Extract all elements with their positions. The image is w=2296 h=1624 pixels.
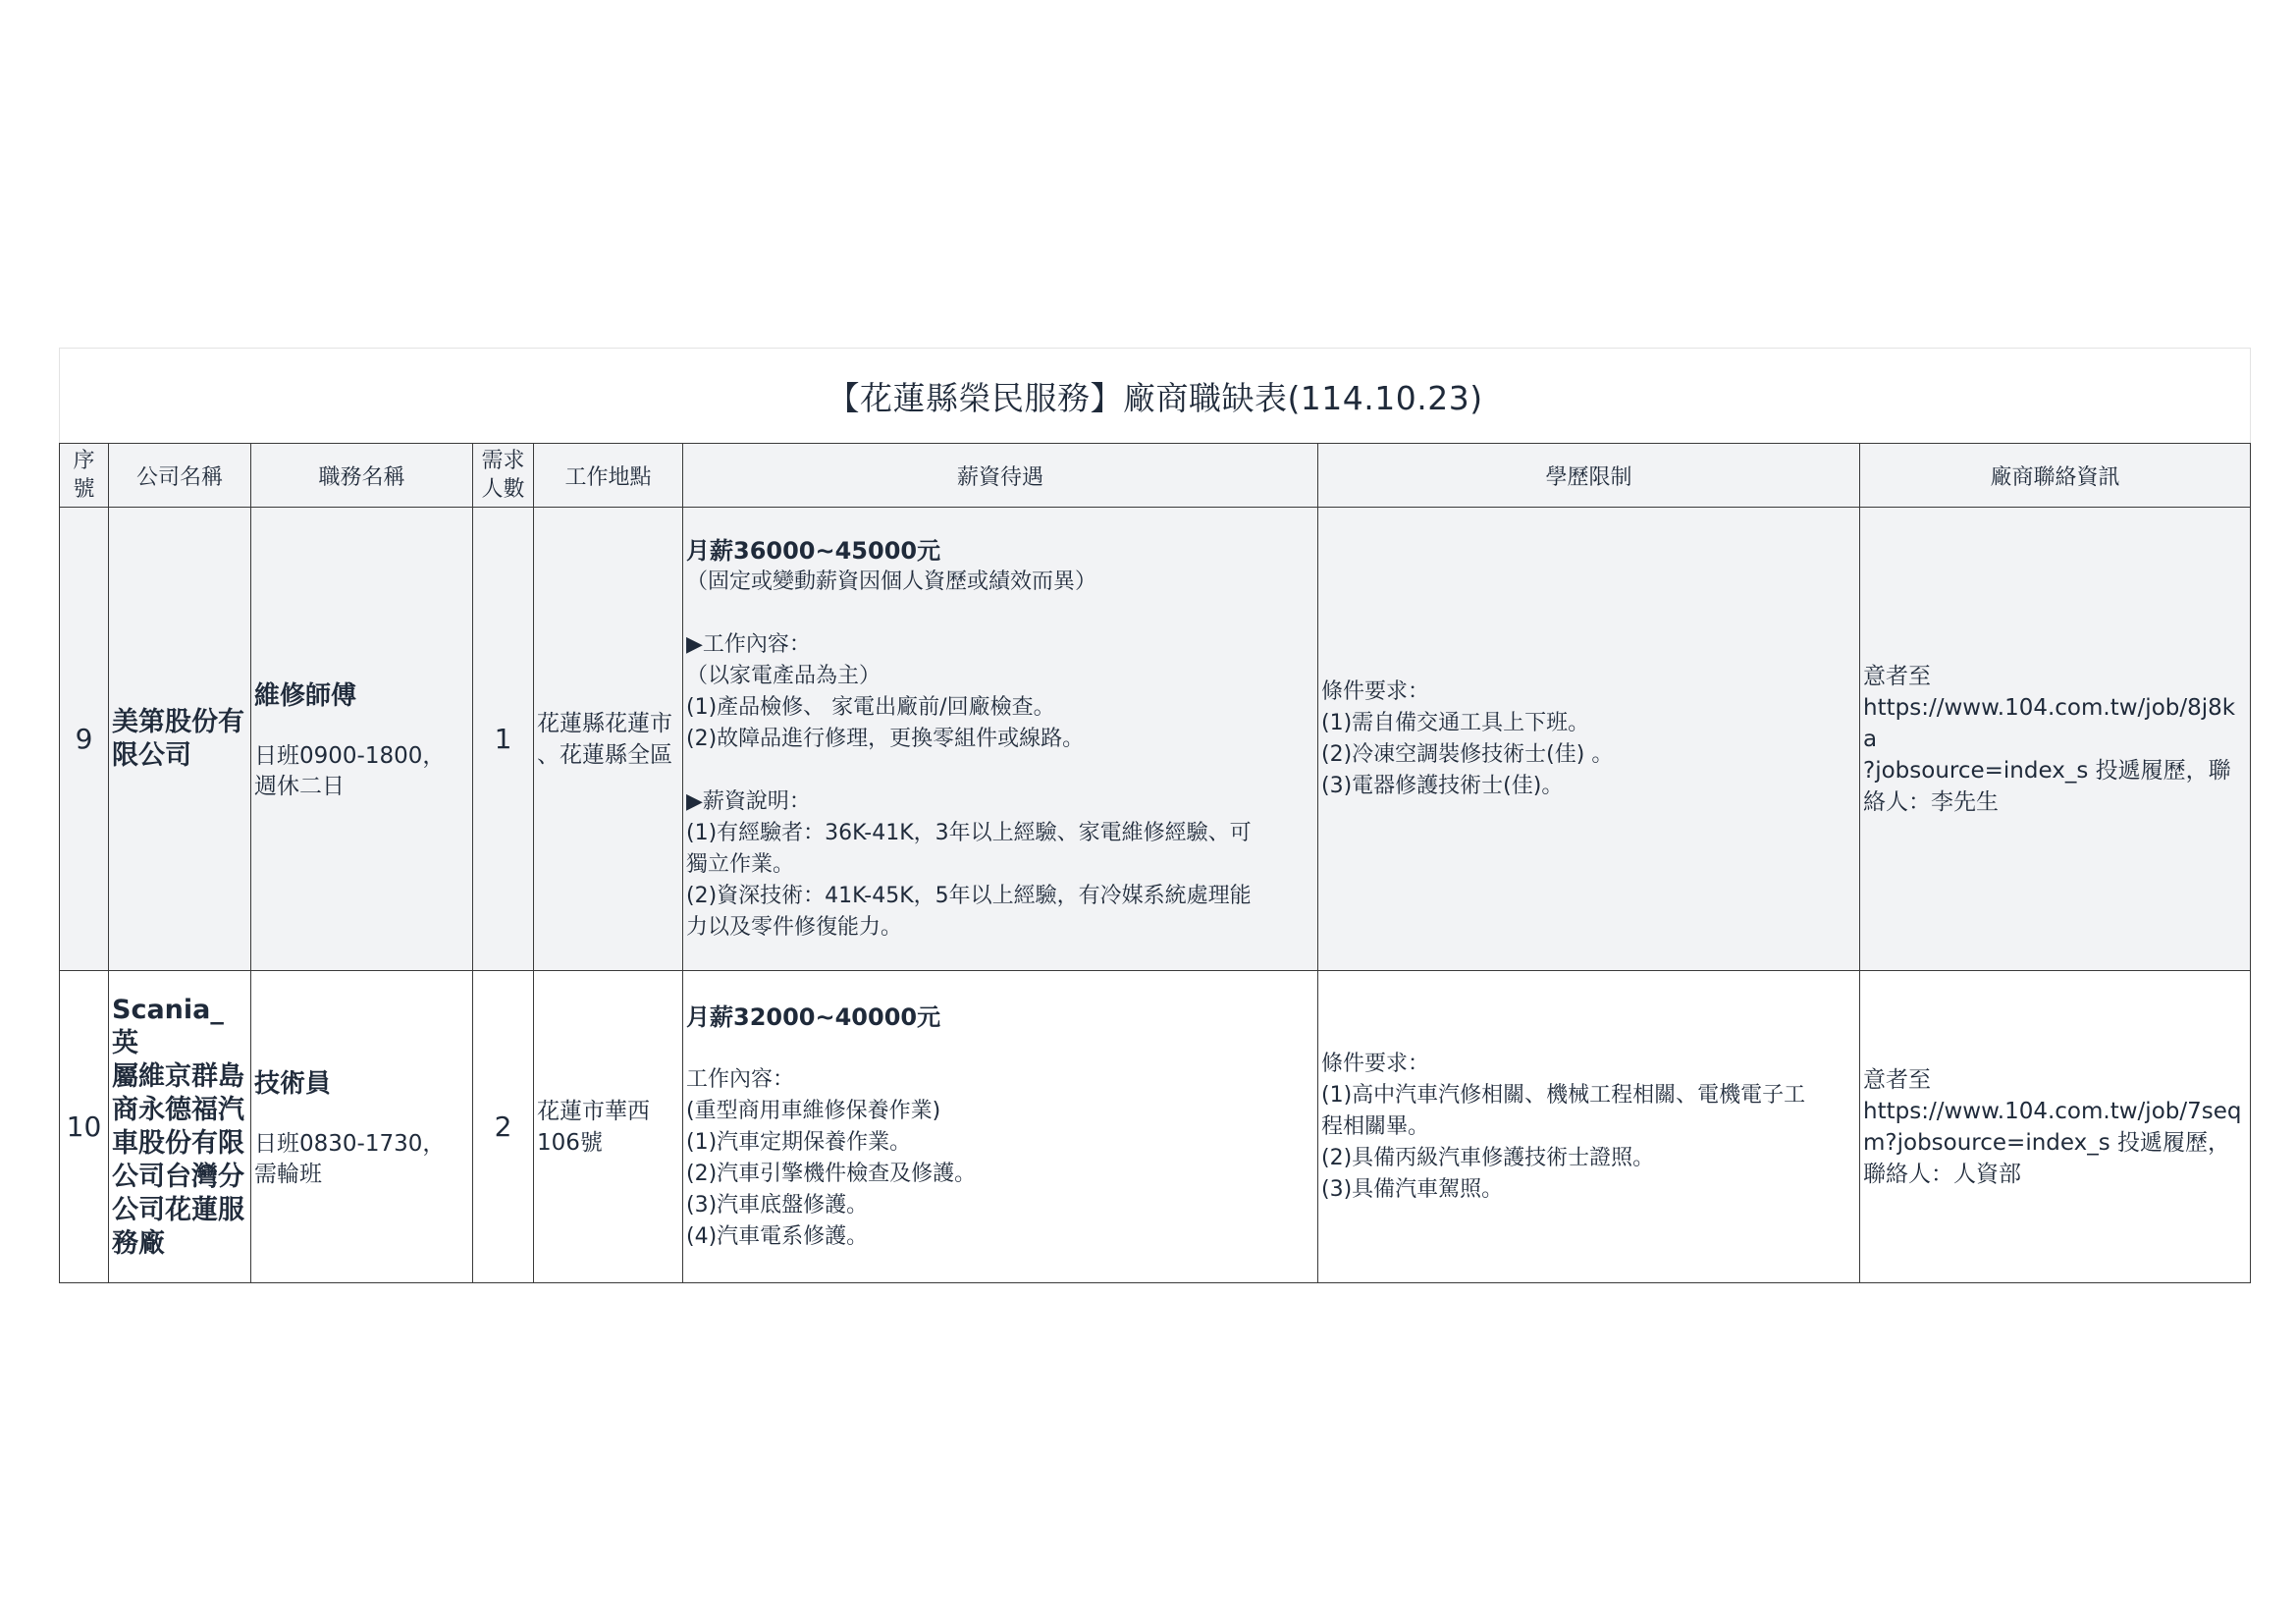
header-seq-line: 號	[73, 477, 95, 502]
salary-headline: 月薪36000~45000元	[686, 536, 941, 565]
education-line: 條件要求：	[1321, 678, 1430, 704]
table-row	[60, 508, 2251, 971]
header-count	[473, 444, 534, 508]
location-line: 花蓮縣花蓮市	[537, 710, 672, 736]
job-shift-line: 週休二日	[254, 774, 345, 799]
title-row	[60, 349, 2251, 444]
salary-blank-line	[686, 755, 1314, 786]
contact-line: 絡人：李先生	[1863, 788, 1999, 815]
salary-line: 獨立作業。	[686, 851, 795, 877]
company-line: Scania_英	[112, 994, 224, 1058]
salary-line: (重型商用車維修保養作業)	[686, 1098, 941, 1123]
contact-link[interactable]: https://www.104.com.tw/job/8j8ka	[1863, 694, 2236, 752]
contact-line: 意者至	[1863, 1066, 1931, 1093]
header-location: 工作地點	[534, 444, 683, 508]
salary-line: (2)故障品進行修理，更換零組件或線路。	[686, 726, 1085, 751]
location-cell	[534, 508, 683, 971]
page-title: 【花蓮縣榮民服務】廠商職缺表(114.10.23)	[60, 349, 2251, 444]
company-line: 務廠	[112, 1227, 165, 1259]
company-line: 公司台灣分	[112, 1161, 244, 1192]
job-vacancy-table	[59, 348, 2251, 1283]
contact-link[interactable]: https://www.104.com.tw/job/7seq	[1863, 1098, 2242, 1124]
education-line: (2)冷凍空調裝修技術士(佳) 。	[1321, 741, 1614, 767]
company-cell	[109, 971, 251, 1283]
header-company: 公司名稱	[109, 444, 251, 508]
job-cell	[251, 971, 473, 1283]
seq-cell: 9	[60, 508, 109, 971]
education-cell	[1318, 508, 1860, 971]
header-job: 職務名稱	[251, 444, 473, 508]
seq-cell: 10	[60, 971, 109, 1283]
salary-line: (1)有經驗者：36K-41K，3年以上經驗、家電維修經驗、可	[686, 820, 1252, 845]
salary-blank-line	[686, 598, 1314, 629]
salary-headline: 月薪32000~40000元	[686, 1002, 941, 1031]
location-line: 花蓮市華西	[537, 1098, 650, 1124]
education-line: (1)高中汽車汽修相關、機械工程相關、電機電子工	[1321, 1082, 1806, 1108]
education-line: (3)具備汽車駕照。	[1321, 1176, 1504, 1202]
education-line: (3)電器修護技術士(佳)。	[1321, 773, 1564, 798]
salary-blank-line	[686, 1033, 1314, 1064]
company-line: 限公司	[112, 739, 191, 771]
education-line: 程相關畢。	[1321, 1113, 1430, 1139]
contact-line: 聯絡人：人資部	[1863, 1161, 2021, 1187]
contact-line: m?jobsource=index_s 投遞履歷，	[1863, 1129, 2231, 1156]
location-line: 、花蓮縣全區	[537, 741, 672, 768]
job-shift-line: 需輪班	[254, 1162, 322, 1187]
company-line: 公司花蓮服	[112, 1194, 244, 1225]
salary-line: 力以及零件修復能力。	[686, 914, 903, 940]
salary-line: (2)資深技術：41K-45K，5年以上經驗，有冷媒系統處理能	[686, 883, 1252, 908]
job-cell	[251, 508, 473, 971]
education-cell	[1318, 971, 1860, 1283]
salary-cell	[683, 508, 1318, 971]
salary-cell	[683, 971, 1318, 1283]
header-contact: 廠商聯絡資訊	[1860, 444, 2251, 508]
salary-line: 工作內容：	[686, 1066, 795, 1092]
salary-line: （以家電產品為主）	[686, 663, 881, 688]
header-seq-line: 序	[73, 449, 95, 473]
header-row	[60, 444, 2251, 508]
company-line: 美第股份有	[112, 706, 244, 737]
table-row	[60, 971, 2251, 1283]
salary-line: (3)汽車底盤修護。	[686, 1192, 869, 1218]
education-line: (2)具備丙級汽車修護技術士證照。	[1321, 1145, 1655, 1170]
contact-cell	[1860, 508, 2251, 971]
education-line: 條件要求：	[1321, 1051, 1430, 1076]
count-cell: 2	[473, 971, 534, 1283]
contact-cell	[1860, 971, 2251, 1283]
count-cell: 1	[473, 508, 534, 971]
salary-line: ▶薪資說明：	[686, 788, 811, 814]
education-line: (1)需自備交通工具上下班。	[1321, 710, 1590, 735]
company-cell	[109, 508, 251, 971]
salary-line: （固定或變動薪資因個人資歷或績效而異）	[686, 568, 1097, 594]
salary-line: (2)汽車引擎機件檢查及修護。	[686, 1161, 977, 1186]
header-count-line: 需求	[481, 449, 525, 473]
job-title: 維修師傅	[254, 681, 357, 711]
company-line: 商永德福汽	[112, 1094, 244, 1125]
location-line: 106號	[537, 1129, 603, 1156]
salary-line: (1)產品檢修、 家電出廠前/回廠檢查。	[686, 694, 1055, 720]
header-salary: 薪資待遇	[683, 444, 1318, 508]
header-education: 學歷限制	[1318, 444, 1860, 508]
job-shift-line: 日班0900-1800，	[254, 743, 446, 769]
salary-line: ▶工作內容：	[686, 631, 811, 657]
location-cell	[534, 971, 683, 1283]
header-count-line: 人數	[481, 477, 525, 502]
salary-line: (4)汽車電系修護。	[686, 1223, 869, 1249]
company-line: 屬維京群島	[112, 1060, 244, 1092]
job-title: 技術員	[254, 1069, 332, 1099]
contact-line: 意者至	[1863, 663, 1931, 689]
salary-line: (1)汽車定期保養作業。	[686, 1129, 912, 1155]
header-seq	[60, 444, 109, 508]
job-shift-line: 日班0830-1730，	[254, 1131, 446, 1157]
contact-line: ?jobsource=index_s 投遞履歷，聯	[1863, 757, 2231, 784]
company-line: 車股份有限	[112, 1127, 244, 1159]
